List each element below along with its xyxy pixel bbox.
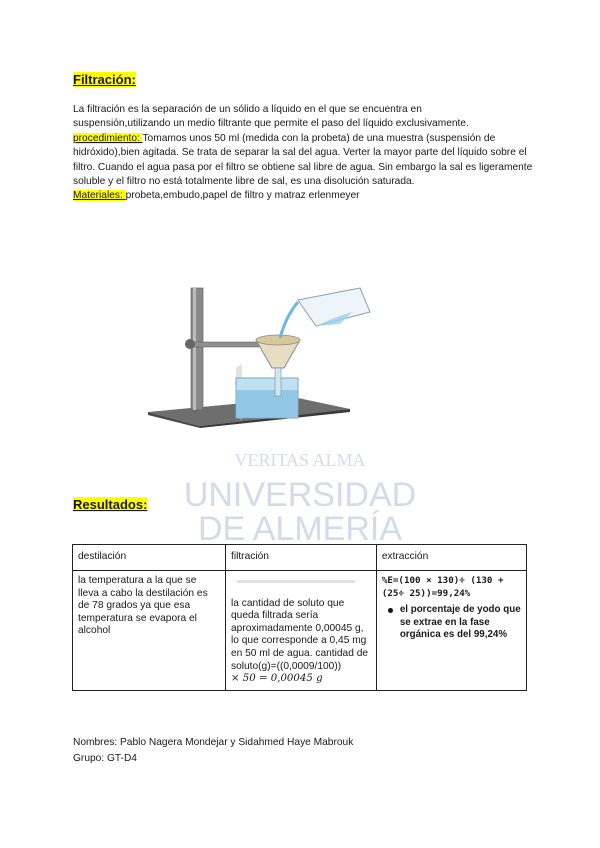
clamp-arm [186,342,266,347]
cell-filtracion [225,571,376,691]
materiales-paragraph [73,189,543,203]
filtracion-description [73,103,543,204]
funnel-stem [275,368,281,396]
procedimiento-label: procedimiento: [73,132,143,144]
watermark-motto: VERITAS ALMA [234,450,366,470]
section-heading-resultados: Resultados: [73,497,148,512]
header-filtracion: filtración [225,545,376,571]
watermark-line1: UNIVERSIDAD [183,476,417,514]
procedimiento-paragraph [73,132,543,190]
intro-line-1: La filtración es la separación de un sólido a líquido en el que se encuentra en [73,104,422,115]
clamp-screw [185,339,195,349]
procedimiento-text: Tomamos unos 50 ml (medida con la probeta) de una muestra (suspensión de hidróxido),bien agitada. Se trata de separar la sal del agua. Verter la mayor parte del líquido sobre el filtro. Cuando el agua pasa por el filtro se obtiene sal libre de agua. Sin embargo la sal es ligeramente soluble y el filtro no está totalmente libre de sal, es una disolución saturada. [73,132,533,188]
watermark-line2: DE ALMERÍA [197,510,403,548]
group-label: Grupo: GT-D4 [73,753,137,764]
extraccion-formula: %E=(100 × 130)÷ (130 +(25÷ 25))=99,24% [381,575,504,599]
faint-formula-image [237,577,371,590]
filter-paper [256,335,300,345]
filtrate-water [236,390,298,418]
filtracion-formula: × 50 = 0,00045 g [230,673,323,685]
materiales-label: Materiales: [73,190,126,202]
section-heading-filtracion: Filtración: [73,72,136,87]
cell-destilacion: la temperatura a la que se lleva a cabo la destilación es de 78 grados ya que esa temperatura se evapora el alcohol [73,571,226,691]
stand-rod [191,288,203,410]
table-header-row [73,545,527,571]
pouring-stream [280,302,298,338]
cell-extraccion [376,571,526,691]
header-extraccion: extracción [376,545,526,571]
author-names: Nombres: Pablo Nagera Mondejar y Sidahmed Haye Mabrouk [73,737,354,748]
header-destilacion: destilación [73,545,226,571]
university-watermark [150,440,450,550]
materiales-text: probeta,embudo,papel de filtro y matraz erlenmeyer [125,190,360,202]
table-row [73,571,527,691]
filtration-apparatus-illustration [148,278,384,428]
filtracion-text: la cantidad de soluto que queda filtrada sería aproximadamente 0,00045 g, lo que corresponde a 0,45 mg en 50 ml de agua. cantidad de soluto(g)=((0,0009/100)) [230,597,369,672]
extraccion-bullet: el porcentaje de yodo que se extrae en la fase orgánica es del 99,24% [399,604,521,641]
results-table [72,544,527,691]
intro-line-2: suspensión,utilizando un medio filtrante que permite el paso del líquido exclusivamente. [73,118,469,130]
